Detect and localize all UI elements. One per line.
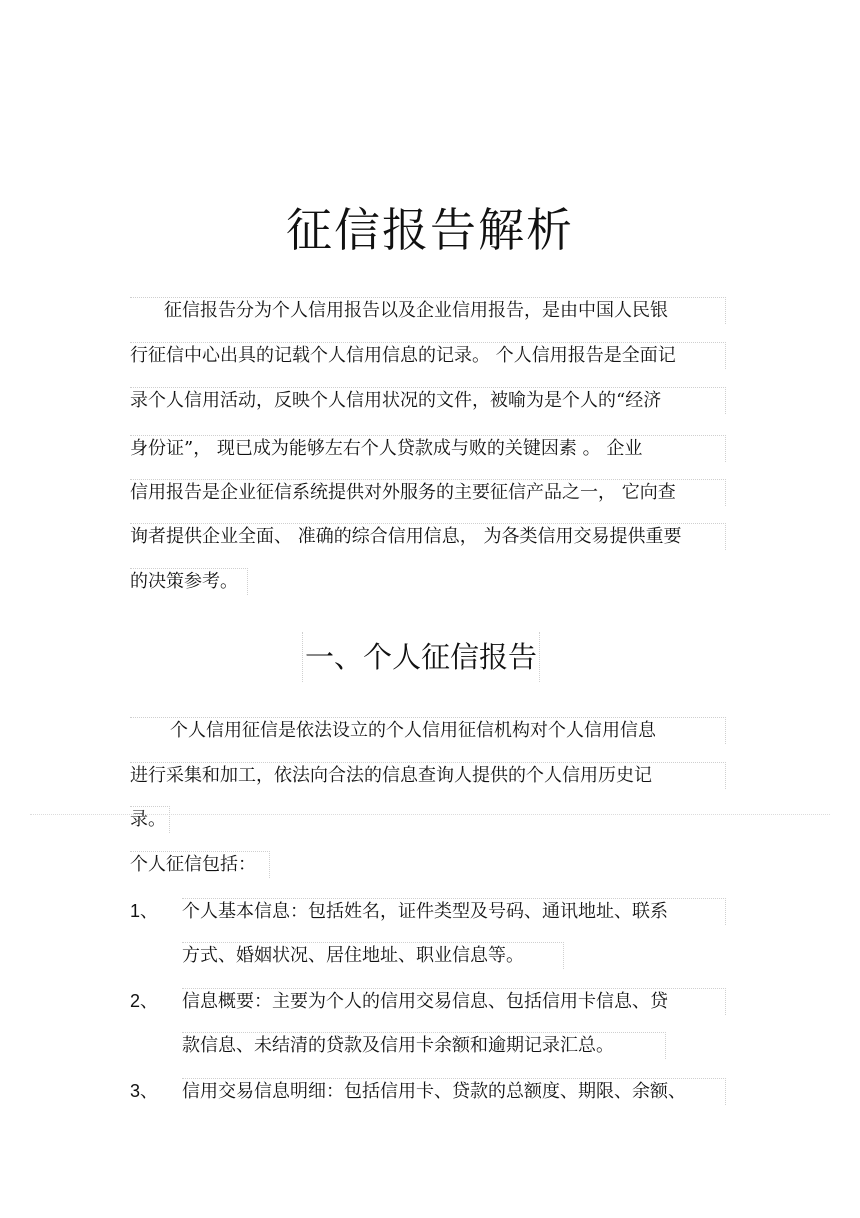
- section1-para-line-1: 个人信用征信是依法设立的个人信用征信机构对个人信用信息: [130, 717, 726, 744]
- intro-line-7: 的决策参考。: [130, 568, 248, 595]
- document-title: 征信报告解析: [286, 203, 574, 257]
- list-item-2-line-1: 信息概要：主要为个人的信用交易信息、包括信用卡信息、贷: [182, 988, 726, 1015]
- list-item-number-3: 3、: [130, 1081, 159, 1101]
- list-item-1-line-1: 个人基本信息：包括姓名，证件类型及号码、通讯地址、联系: [182, 898, 726, 925]
- intro-line-5: 信用报告是企业征信系统提供对外服务的主要征信产品之一， 它向查: [130, 479, 726, 506]
- section1-para-line-2: 进行采集和加工，依法向合法的信息查询人提供的个人信用历史记: [130, 762, 726, 789]
- intro-line-2: 行征信中心出具的记载个人信用信息的记录。 个人信用报告是全面记: [130, 342, 726, 369]
- intro-line-3: 录个人信用活动，反映个人信用状况的文件，被喻为是个人的“经济: [130, 387, 726, 414]
- section1-para-line-3: 录。: [130, 806, 170, 833]
- includes-label: 个人征信包括：: [130, 851, 270, 878]
- list-item-number-2: 2、: [130, 991, 159, 1011]
- intro-line-6: 询者提供企业全面、 准确的综合信用信息， 为各类信用交易提供重要: [130, 523, 726, 550]
- section-heading-personal-credit: 一、个人征信报告: [302, 632, 540, 682]
- intro-line-4: 身份证”， 现已成为能够左右个人贷款成与败的关键因素 。 企业: [130, 435, 726, 462]
- list-item-number-1: 1、: [130, 901, 159, 921]
- list-item-3-line-1: 信用交易信息明细：包括信用卡、贷款的总额度、期限、余额、: [182, 1078, 726, 1105]
- intro-line-1: 征信报告分为个人信用报告以及企业信用报告，是由中国人民银: [130, 297, 726, 324]
- list-item-2-line-2: 款信息、未结清的贷款及信用卡余额和逾期记录汇总。: [182, 1032, 666, 1059]
- list-item-1-line-2: 方式、婚姻状况、居住地址、职业信息等。: [182, 942, 564, 969]
